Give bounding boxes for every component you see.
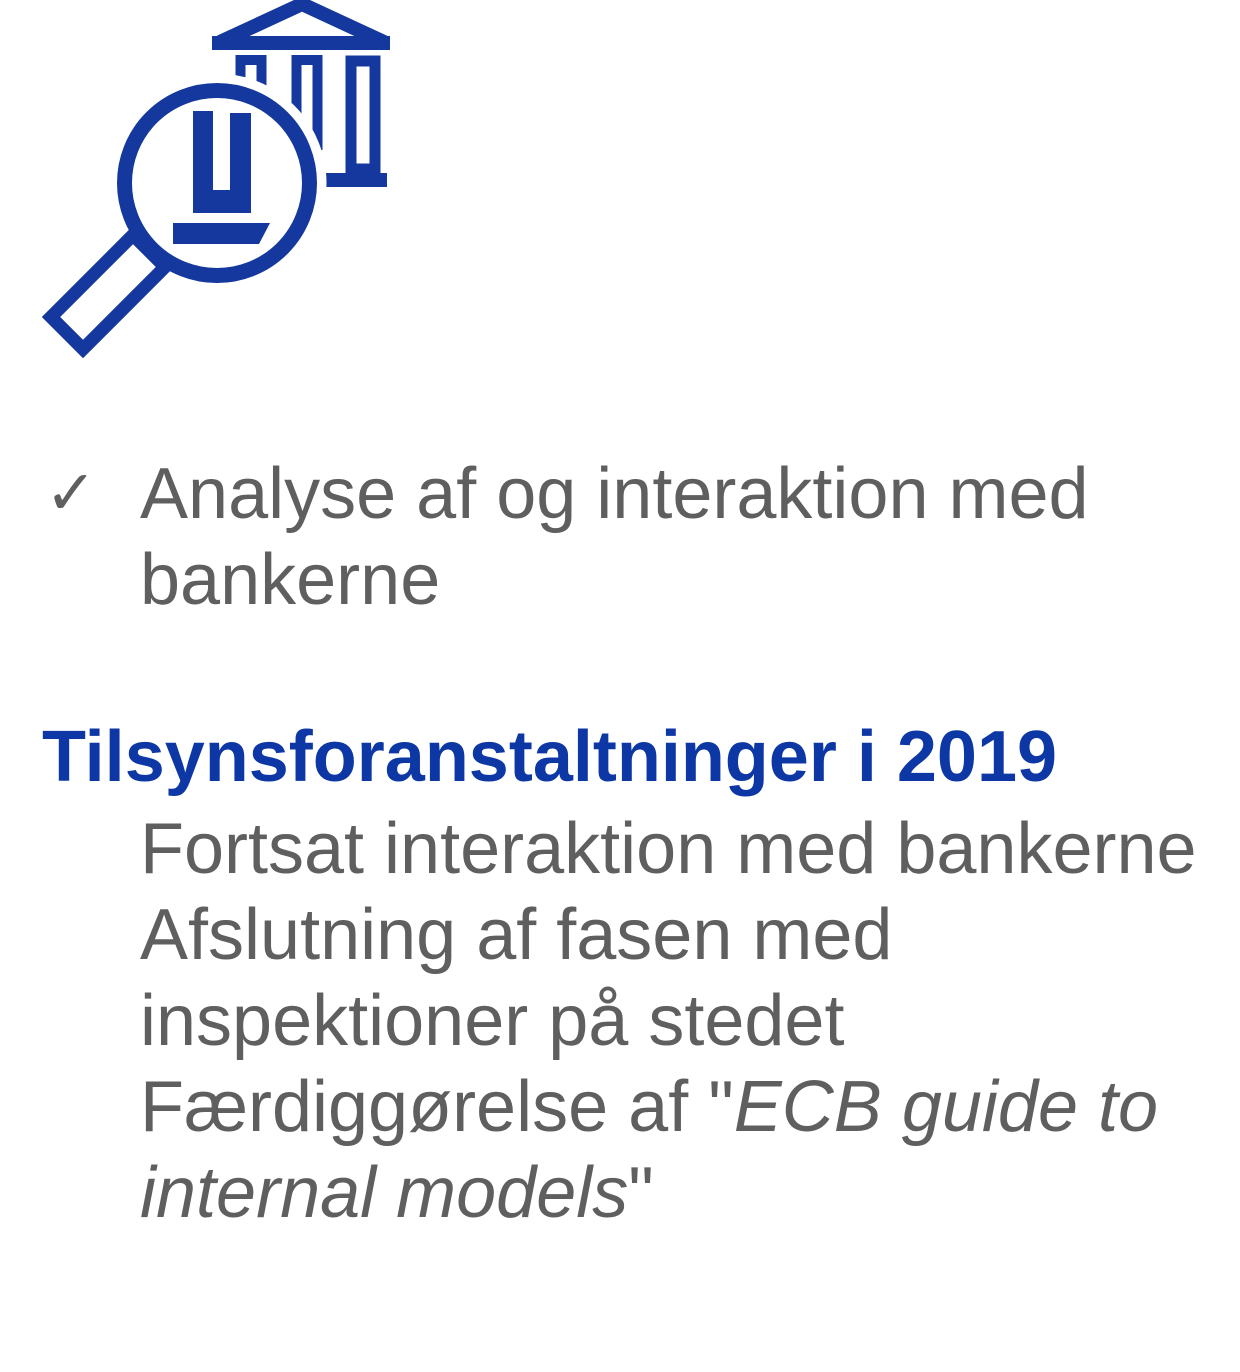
- bullet-marker: [45, 806, 140, 824]
- list-item-text: [140, 892, 1210, 1064]
- check-list-item: [45, 451, 1210, 623]
- column-right: [351, 61, 375, 169]
- checkmark-icon: ✓: [45, 459, 97, 528]
- bullet-marker: [45, 892, 140, 910]
- list-item: [45, 806, 1210, 892]
- text-segment: ": [628, 1153, 654, 1233]
- list-item: [45, 892, 1210, 1064]
- check-item-text: Analyse af og interaktion med bankerne: [140, 454, 1089, 620]
- text-segment: Færdiggørelse af ": [140, 1067, 734, 1147]
- text-segment: Afslutning af fasen med inspektioner på stedet: [140, 895, 893, 1061]
- bullet-marker: [45, 1064, 140, 1082]
- stylobate: [323, 173, 387, 187]
- list-item-text: [140, 1064, 1210, 1236]
- pediment-base: [212, 36, 390, 50]
- magnifier-handle-icon: [51, 235, 165, 349]
- section-heading: Tilsynsforanstaltninger i 2019: [42, 717, 1058, 797]
- list-item: [45, 1064, 1210, 1236]
- bullet-list: [45, 806, 1210, 1236]
- text-segment: Fortsat interaktion med bankerne: [140, 809, 1197, 889]
- bank-inspection-icon: [40, 0, 400, 360]
- italic-text-segment: ECB guide to internal models: [140, 1067, 1159, 1233]
- list-item-text: [140, 806, 1210, 892]
